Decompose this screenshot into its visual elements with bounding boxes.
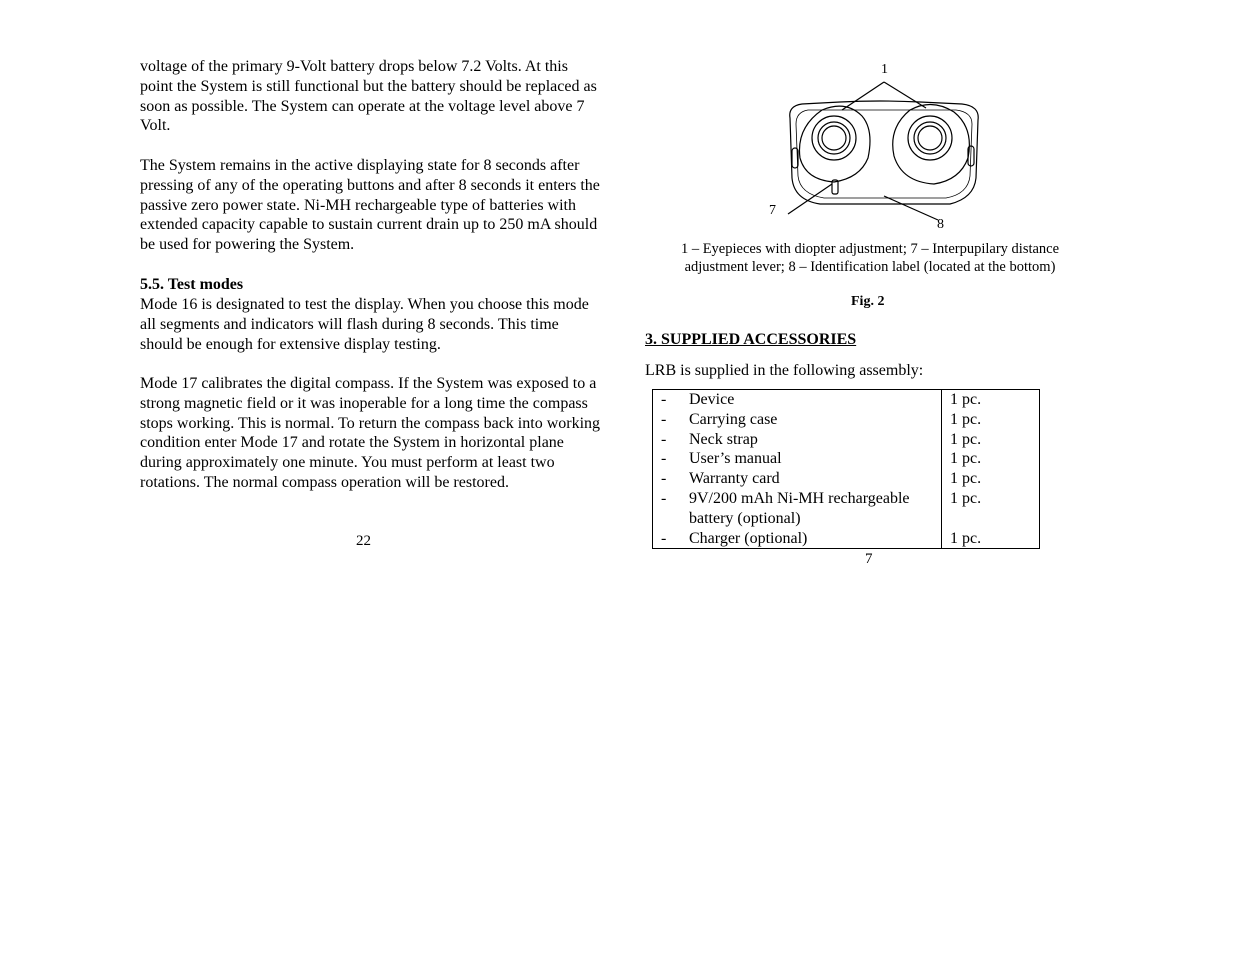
row-item: Warranty card — [689, 469, 942, 489]
row-dash: - — [661, 410, 667, 428]
row-dash: - — [661, 489, 667, 507]
row-qty: 1 pc. — [950, 470, 982, 488]
paragraph-battery-voltage: voltage of the primary 9-Volt battery drops below 7.2 Volts. At this point the System is still functional but the battery should be replaced as soon as possible. The System can operate at the voltage level above 7 Volt. — [140, 58, 597, 135]
row-qty: 1 pc. — [950, 430, 982, 448]
page-number-right: 7 — [865, 551, 873, 567]
row-dash: - — [661, 529, 667, 547]
row-item: User’s manual — [689, 449, 942, 469]
row-qty: 1 pc. — [950, 391, 982, 408]
section-heading-test-modes: 5.5. Test modes — [140, 276, 244, 293]
row-dash: - — [661, 430, 667, 448]
accessories-table — [652, 389, 1040, 549]
row-item: Charger (optional) — [689, 529, 942, 549]
page-number-left: 22 — [356, 533, 371, 549]
paragraph-mode-16: Mode 16 is designated to test the display. When you choose this mode all segments and indicators will flash during 8 seconds. This time should be enough for extensive display testing. — [140, 296, 589, 353]
table-row — [653, 469, 1040, 489]
caption-line-2: adjustment lever; 8 – Identification label (located at the bottom) — [684, 259, 1056, 275]
section-title-accessories: 3. SUPPLIED ACCESSORIES — [645, 331, 857, 348]
binocular-drawing — [750, 58, 1010, 238]
row-dash: - — [661, 391, 667, 408]
row-qty: 1 pc. — [950, 529, 982, 547]
row-item: Neck strap — [689, 430, 942, 450]
row-item: 9V/200 mAh Ni-MH rechargeable battery (optional) — [689, 489, 942, 529]
figure-caption — [650, 240, 1090, 276]
callout-7: 7 — [769, 203, 776, 218]
row-dash: - — [661, 470, 667, 488]
table-row — [653, 390, 1040, 410]
paragraph-display-state: The System remains in the active displaying state for 8 seconds after pressing of any of the operating buttons and after 8 seconds it enters the passive zero power state. Ni-MH rechargeable type of batteries with extended capacity capable to sustain current drain up to 250 mA should be used for powering the System. — [140, 157, 600, 254]
paragraph-mode-17: Mode 17 calibrates the digital compass. If the System was exposed to a strong magnetic field or it was inoperable for a long time the compass stops working. This is normal. To return the compass back into working condition enter Mode 17 and rotate the System in horizontal plane during approximately one minute. You must perform at least two rotations. The normal compass operation will be restored. — [140, 375, 601, 491]
table-row — [653, 449, 1040, 469]
row-item: Device — [689, 390, 942, 410]
row-qty: 1 pc. — [950, 450, 982, 468]
table-row — [653, 489, 1040, 529]
row-qty: 1 pc. — [950, 410, 982, 428]
table-row — [653, 410, 1040, 430]
row-dash: - — [661, 450, 667, 468]
table-row — [653, 529, 1040, 549]
binocular-figure — [750, 58, 1010, 238]
caption-line-1: 1 – Eyepieces with diopter adjustment; 7 – Interpupilary distance — [680, 241, 1060, 257]
figure-label: Fig. 2 — [851, 294, 885, 309]
accessories-intro: LRB is supplied in the following assembly: — [645, 362, 924, 379]
table-row — [653, 430, 1040, 450]
row-qty: 1 pc. — [950, 489, 982, 507]
callout-8: 8 — [937, 217, 944, 232]
row-item: Carrying case — [689, 410, 942, 430]
callout-1: 1 — [881, 62, 888, 77]
